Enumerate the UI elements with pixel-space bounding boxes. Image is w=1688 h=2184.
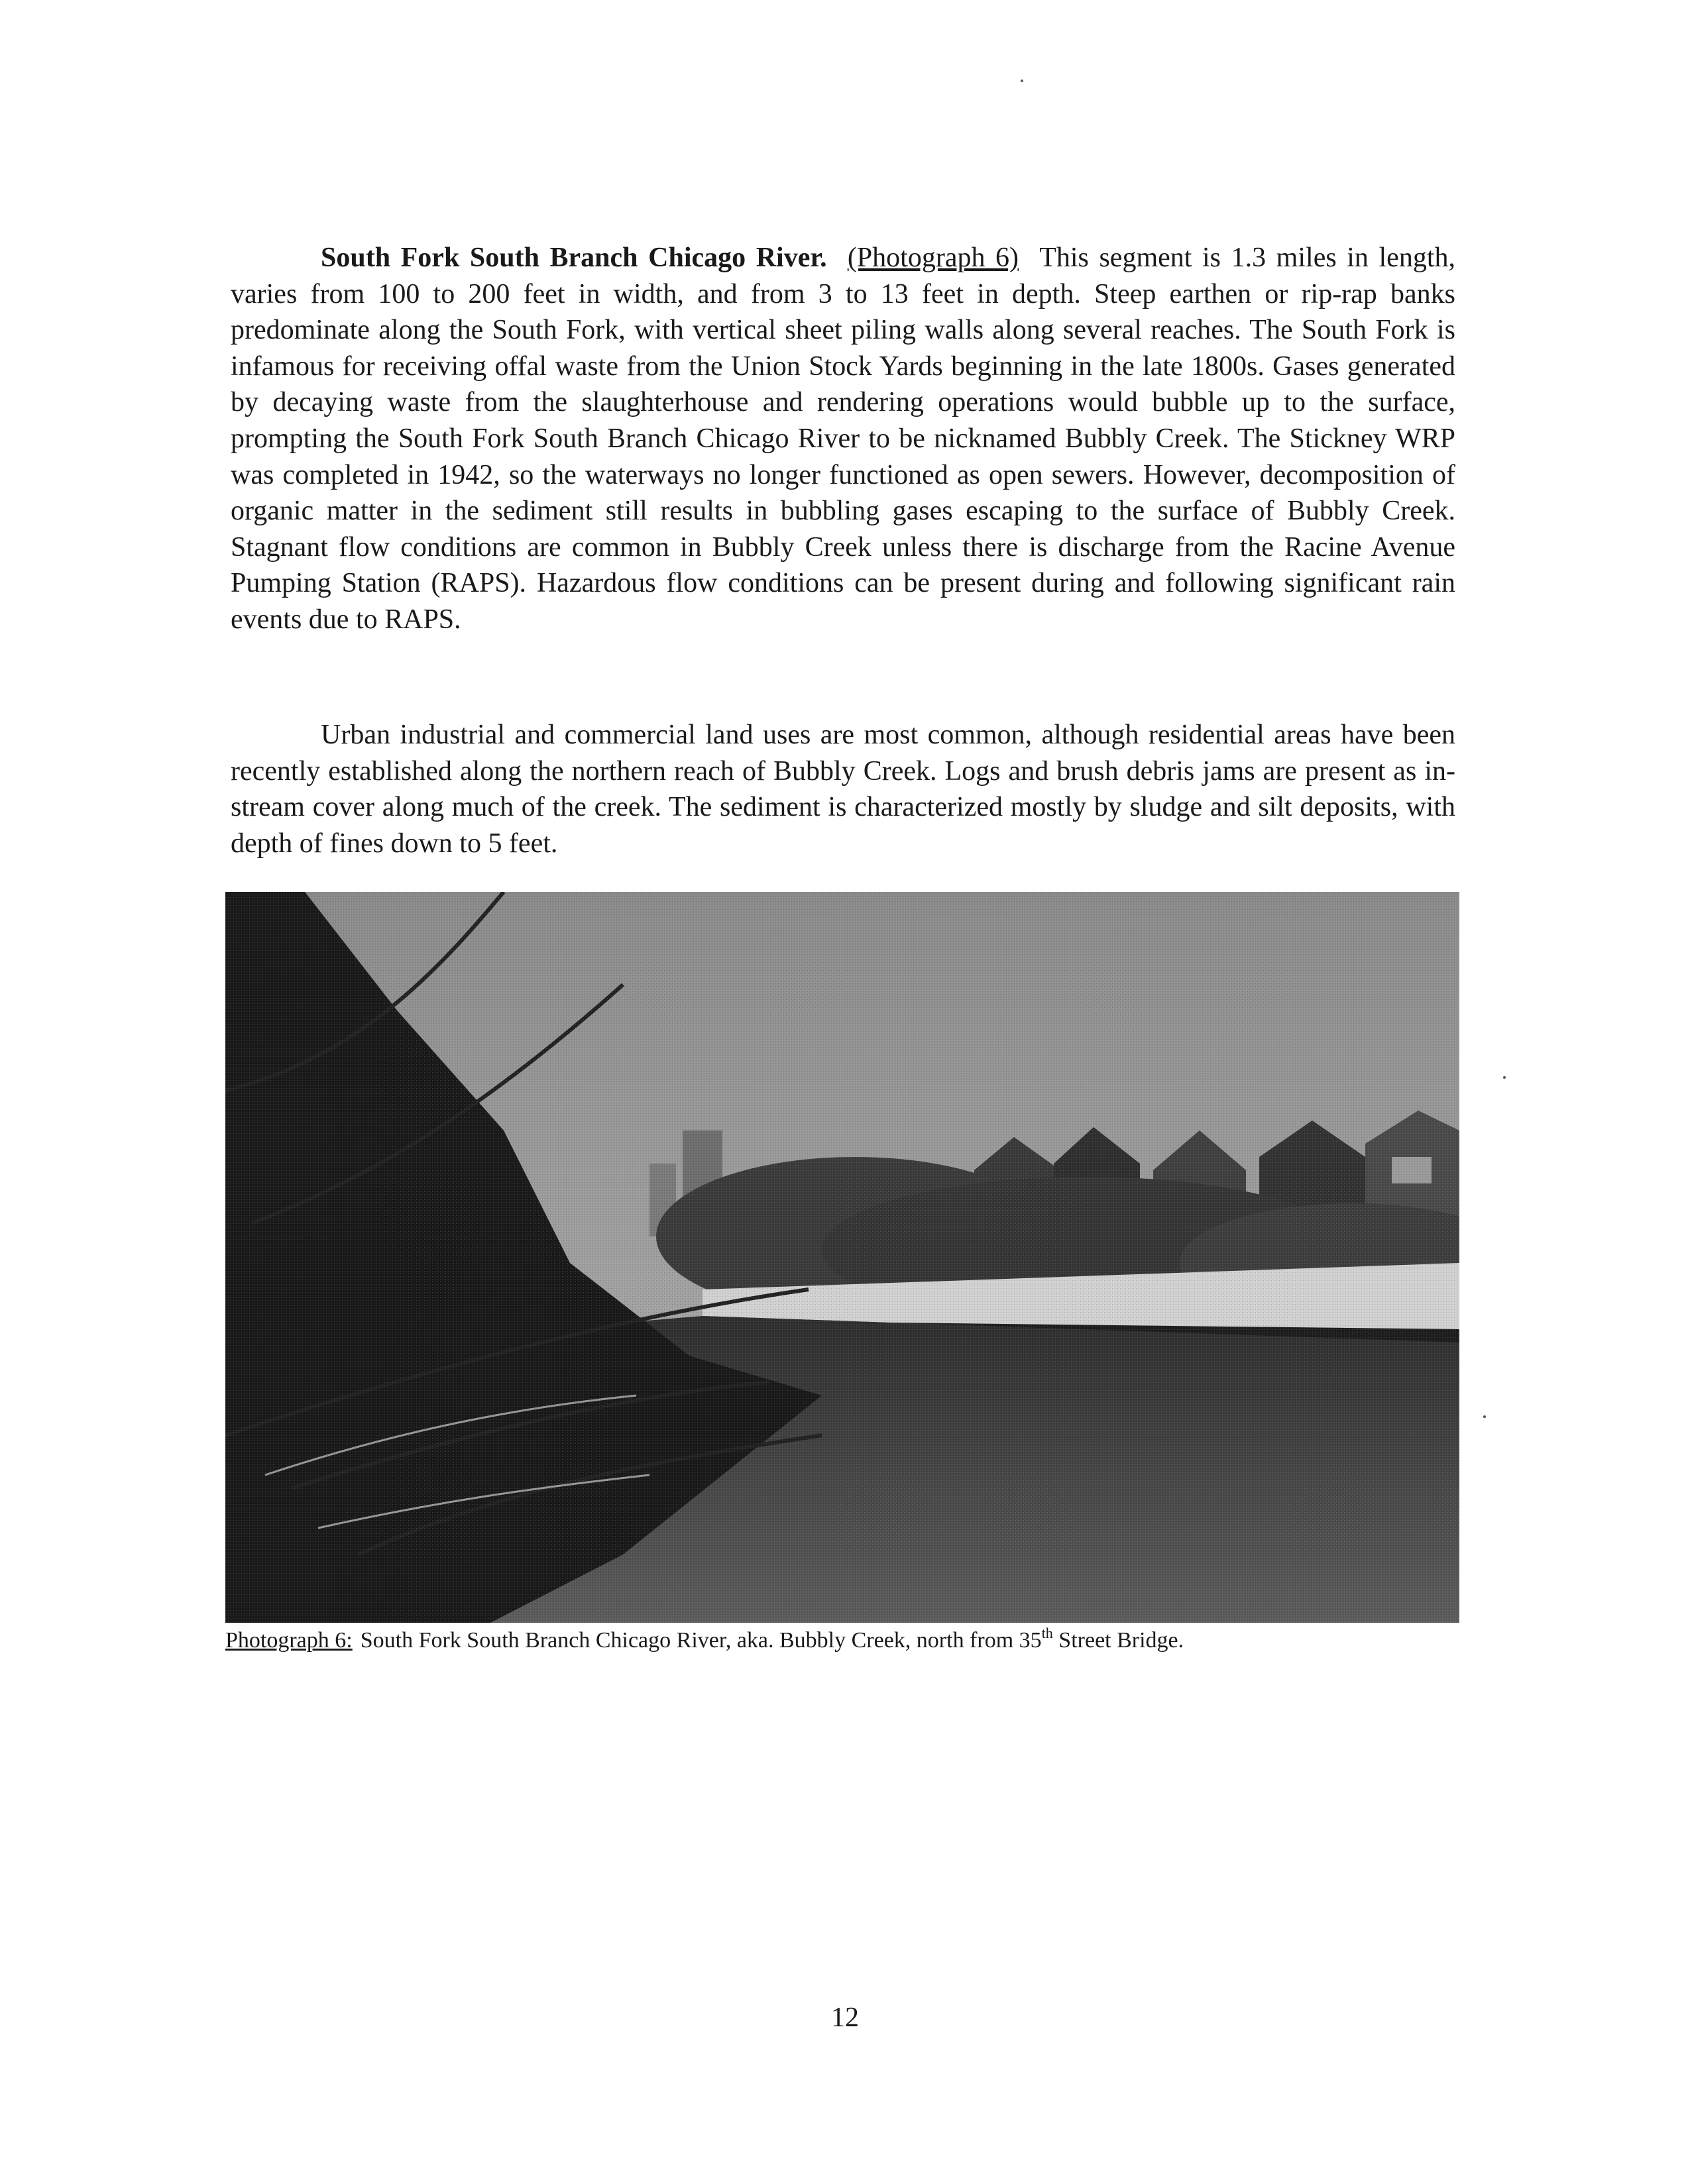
section-heading: South Fork South Branch Chicago River. [321, 243, 827, 273]
caption-text: South Fork South Branch Chicago River, aka. Bubbly Creek, north from 35 [360, 1628, 1042, 1653]
scan-speck [1503, 1076, 1506, 1079]
scan-speck [1021, 80, 1023, 82]
photograph-reference: (Photograph 6) [847, 243, 1019, 273]
caption-superscript: th [1041, 1625, 1053, 1641]
caption-label: Photograph 6: [225, 1628, 353, 1653]
page-number: 12 [831, 2002, 859, 2033]
paragraph-south-fork [231, 240, 1455, 638]
paragraph-2-text: Urban industrial and commercial land uses are most common, although residential areas have been recently established along the northern reach of Bubbly Creek. Logs and brush debris jams are present as in-stream cover along much of the creek. The sediment is characterized mostly by sludge and silt deposits, with depth of fines down to 5 feet. [231, 720, 1455, 859]
caption-text-end: Street Bridge. [1052, 1628, 1184, 1653]
photo-illustration [225, 892, 1459, 1623]
scan-speck [1483, 1415, 1486, 1418]
photo-caption [225, 1626, 1485, 1655]
photograph-bubbly-creek [225, 892, 1459, 1623]
paragraph-1-text: This segment is 1.3 miles in length, varies from 100 to 200 feet in width, and from 3 to 13 feet in depth. Steep earthen or rip-rap banks predominate along the South Fork, with vertical sheet piling walls along several reaches. The South Fork is infamous for receiving offal waste from the Union Stock Yards beginning in the late 1800s. Gases generated by decaying waste from the slaughterhouse and rendering operations would bubble up to the surface, prompting the South Fork South Branch Chicago River to be nicknamed Bubbly Creek. The Stickney WRP was completed in 1942, so the waterways no longer functioned as open sewers. However, decomposition of organic matter in the sediment still results in bubbling gases escaping to the surface of Bubbly Creek. Stagnant flow conditions are common in Bubbly Creek unless there is discharge from the Racine Avenue Pumping Station (RAPS). Hazardous flow conditions can be present during and following significant rain events due to RAPS. [231, 243, 1455, 635]
paragraph-land-use [231, 717, 1455, 861]
